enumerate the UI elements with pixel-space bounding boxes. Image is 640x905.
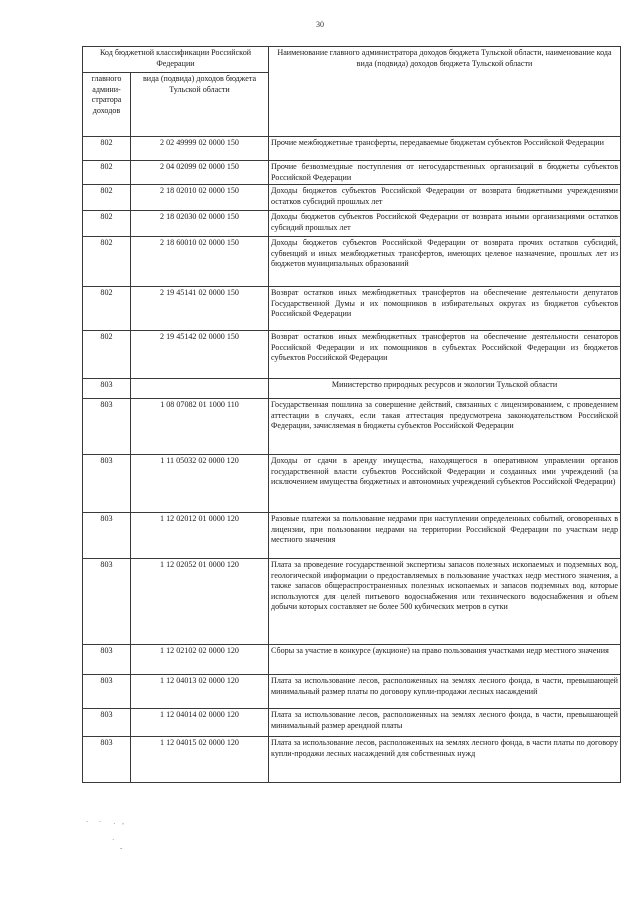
admin-code-cell: 803 [83, 645, 131, 675]
table-row [83, 709, 621, 737]
header-code-group: Код бюджетной классификации Российской Федерации [83, 47, 269, 73]
income-code-cell: 2 18 02010 02 0000 150 [131, 185, 269, 211]
admin-code-cell: 802 [83, 185, 131, 211]
description-cell: Возврат остатков иных межбюджетных трансфертов на обеспечение деятельности сенаторов Российской Федерации и их помощников в субъектах Российской Федерации из бюджетов субъектов Российской Федерации [269, 331, 621, 379]
header-name-column: Наименование главного администратора доходов бюджета Тульской области, наименование кода вида (подвида) доходов бюджета Тульской области [269, 47, 621, 137]
income-code-cell: 2 18 02030 02 0000 150 [131, 211, 269, 237]
scan-artifact: - [120, 844, 123, 852]
table-row [83, 287, 621, 331]
description-cell: Плата за использование лесов, расположенных на землях лесного фонда, в части платы по договору купли-продажи лесных насаждений для собственных нужд [269, 737, 621, 783]
description-cell: Доходы от сдачи в аренду имущества, находящегося в оперативном управлении органов государственной власти субъектов Российской Федерации и созданных ими учреждений (за исключением имущества бюджетных и автономных учреждений субъектов Российской Федерации) [269, 455, 621, 513]
admin-code-cell: 803 [83, 513, 131, 559]
admin-code-cell: 802 [83, 287, 131, 331]
income-code-cell: 2 19 45141 02 0000 150 [131, 287, 269, 331]
description-cell: Доходы бюджетов субъектов Российской Федерации от возврата иными организациями остатков субсидий прошлых лет [269, 211, 621, 237]
income-code-cell: 2 18 60010 02 0000 150 [131, 237, 269, 287]
table-row [83, 211, 621, 237]
budget-classification-table [82, 46, 621, 783]
income-code-cell: 1 11 05032 02 0000 120 [131, 455, 269, 513]
header-admin-column: главного админи-стратора доходов [83, 73, 131, 137]
header-income-column: вида (подвида) доходов бюджета Тульской области [131, 73, 269, 137]
table-row [83, 161, 621, 185]
table-row [83, 513, 621, 559]
description-cell: Прочие межбюджетные трансферты, передаваемые бюджетам субъектов Российской Федерации [269, 137, 621, 161]
description-cell: Плата за использование лесов, расположенных на землях лесного фонда, в части, превышающей минимальный размер арендной платы [269, 709, 621, 737]
admin-code-cell: 803 [83, 455, 131, 513]
income-code-cell: 1 12 02102 02 0000 120 [131, 645, 269, 675]
table-row [83, 237, 621, 287]
ministry-heading-cell: Министерство природных ресурсов и экологии Тульской области [269, 379, 621, 399]
admin-code-cell: 803 [83, 737, 131, 783]
description-cell: Государственная пошлина за совершение действий, связанных с лицензированием, с проведением аттестации в случаях, если такая аттестация предусмотрена законодательством Российской Федерации, зачисляемая в бюджеты субъектов Российской Федерации [269, 399, 621, 455]
admin-code-cell: 802 [83, 211, 131, 237]
table-row [83, 399, 621, 455]
description-cell: Сборы за участие в конкурсе (аукционе) на право пользования участками недр местного значения [269, 645, 621, 675]
admin-code-cell: 803 [83, 709, 131, 737]
table-row [83, 379, 621, 399]
description-cell: Плата за проведение государственной экспертизы запасов полезных ископаемых и подземных вод, геологической информации о предоставляемых в пользование участках недр местного значения, а также запасов общераспространенных полезных ископаемых и запасов подземных вод, которые используются для целей питьевого водоснабжения или технического водоснабжения и объем добычи которых составляет не более 500 кубических метров в сутки [269, 559, 621, 645]
description-cell: Доходы бюджетов субъектов Российской Федерации от возврата бюджетными учреждениями остатков субсидий прошлых лет [269, 185, 621, 211]
income-code-cell: 1 12 04013 02 0000 120 [131, 675, 269, 709]
admin-code-cell: 802 [83, 137, 131, 161]
income-code-cell: 1 08 07082 01 1000 110 [131, 399, 269, 455]
table-row [83, 185, 621, 211]
table-row [83, 455, 621, 513]
income-code-cell: 2 02 49999 02 0000 150 [131, 137, 269, 161]
table-header-row [83, 47, 621, 73]
admin-code-cell: 802 [83, 331, 131, 379]
income-code-cell: 2 19 45142 02 0000 150 [131, 331, 269, 379]
income-code-cell: 1 12 02012 01 0000 120 [131, 513, 269, 559]
description-cell: Прочие безвозмездные поступления от негосударственных организаций в бюджеты субъектов Российской Федерации [269, 161, 621, 185]
description-cell: Разовые платежи за пользование недрами при наступлении определенных событий, оговоренных в лицензии, при пользовании недрами на территории Российской Федерации по участкам недр местного значения [269, 513, 621, 559]
table-row [83, 645, 621, 675]
table-row [83, 559, 621, 645]
admin-code-cell: 803 [83, 559, 131, 645]
income-code-cell: 1 12 04014 02 0000 120 [131, 709, 269, 737]
description-cell: Возврат остатков иных межбюджетных трансфертов на обеспечение деятельности депутатов Государственной Думы и их помощников в избирательных округах из бюджетов субъектов Российской Федерации [269, 287, 621, 331]
admin-code-cell: 802 [83, 237, 131, 287]
description-cell: Плата за использование лесов, расположенных на землях лесного фонда, в части, превышающей минимальный размер платы по договору купли-продажи лесных насаждений [269, 675, 621, 709]
table-row [83, 137, 621, 161]
admin-code-cell: 803 [83, 675, 131, 709]
income-code-cell: 1 12 02052 01 0000 120 [131, 559, 269, 645]
scan-artifact: · [112, 836, 115, 844]
income-code-cell [131, 379, 269, 399]
table-row [83, 675, 621, 709]
table-row [83, 331, 621, 379]
page-number: 30 [316, 20, 324, 29]
admin-code-cell: 803 [83, 379, 131, 399]
description-cell: Доходы бюджетов субъектов Российской Федерации от возврата прочих остатков субсидий, субвенций и иных межбюджетных трансфертов, имеющих целевое назначение, прошлых лет из бюджетов муниципальных образований [269, 237, 621, 287]
table-row [83, 737, 621, 783]
admin-code-cell: 803 [83, 399, 131, 455]
admin-code-cell: 802 [83, 161, 131, 185]
income-code-cell: 2 04 02099 02 0000 150 [131, 161, 269, 185]
income-code-cell: 1 12 04015 02 0000 120 [131, 737, 269, 783]
scan-artifact: · · . , [86, 818, 124, 826]
